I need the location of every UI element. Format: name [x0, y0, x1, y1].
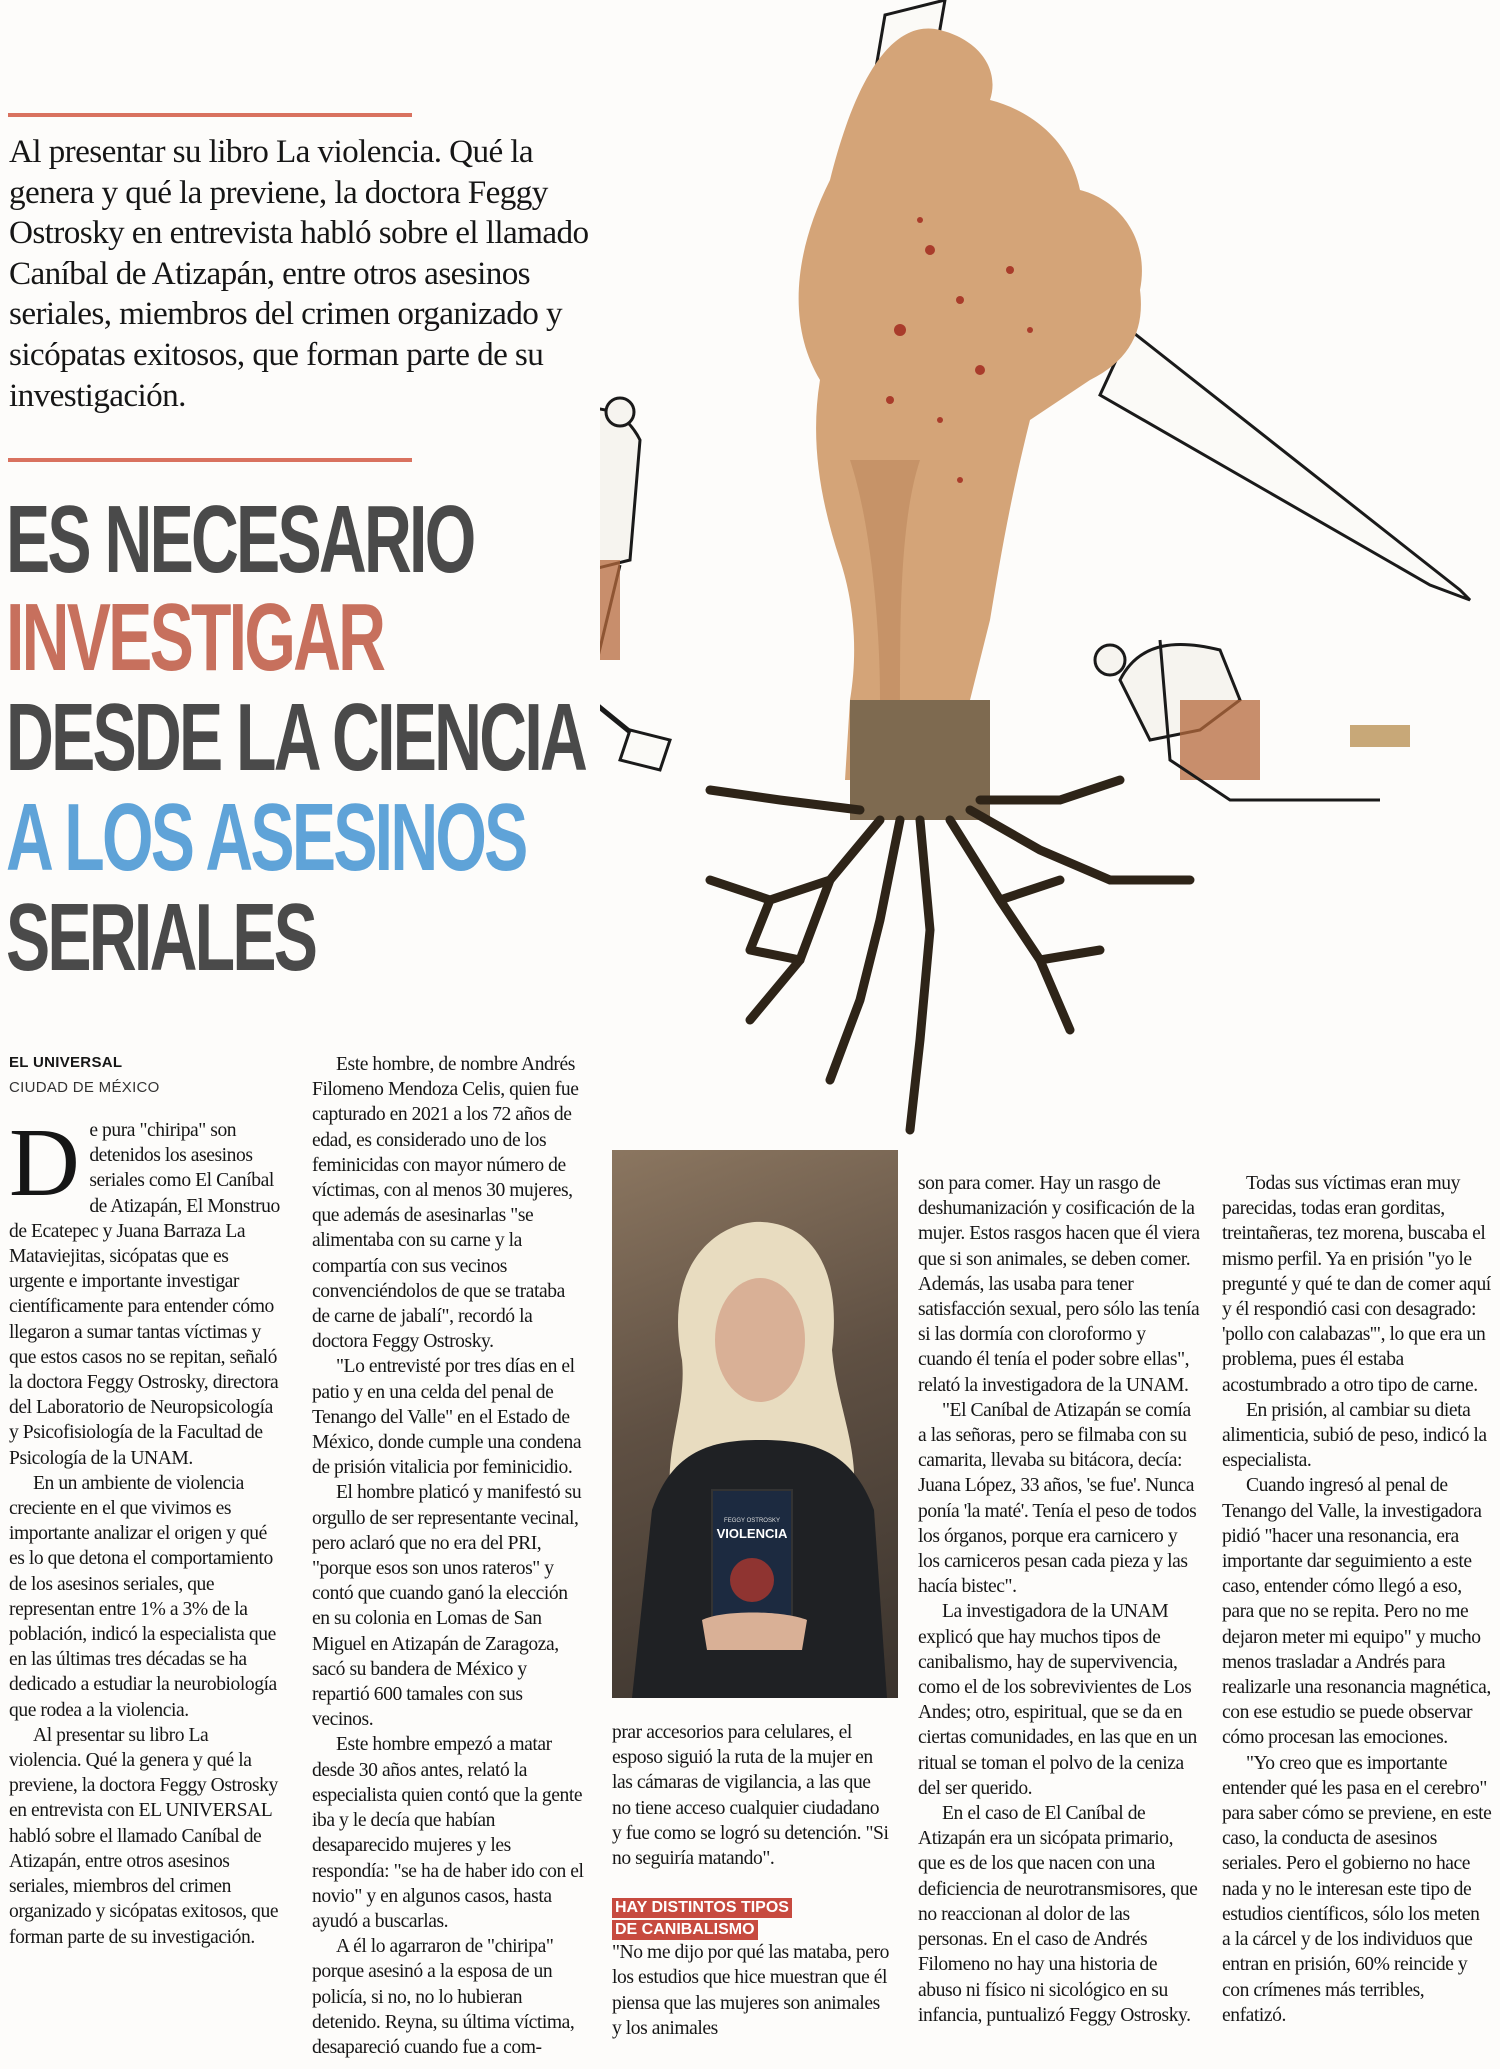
paragraph: Todas sus víctimas eran muy parecidas, todas eran gorditas, treintañeras, tez morena, buscaba el mismo perfil. Ya en prisión "yo le pregunté y qué te dan de comer aquí y él respondió casi con desagrado: 'pollo con calabazas'", lo que era un problema, pues él estaba acostumbrado a otro tipo de carne.: [1222, 1173, 1491, 1396]
paragraph-lead: De pura "chiripa" son detenidos los asesinos seriales como El Caníbal de Atizapán, El Monstruo de Ecatepec y Juana Barraza La Mataviejitas, sicópatas que es urgente e importante investigar científicamente para entender cómo llegaron a sumar tantas víctimas y que estos casos no se repitan, señaló la doctora Feggy Ostrosky, directora del Laboratorio de Neuropsicología y Psicofisiología de la Facultad de Psicología de la UNAM.: [9, 1109, 280, 1469]
author-photo: [612, 1150, 898, 1698]
paragraph: "Yo creo que es importante entender qué les pasa en el cerebro" para saber cómo se previene, en este caso, la conducta de asesinos seriales. Pero el gobierno no hace nada y no le interesan este tipo de estudios científicos, sólo los meten a la cárcel y de los individuos que entran en prisión, 60% reincide y con crímenes más terribles, enfatizó.: [1222, 1752, 1492, 2026]
paragraph: La investigadora de la UNAM explicó que hay muchos tipos de canibalismo, hay de supervivencia, como el de los sobrevivientes de Los Andes; otro, espiritual, que se da en ciertas comunidades, en las que en un ritual se toman el polvo de la ceniza del ser querido.: [918, 1601, 1197, 1799]
paragraph: En un ambiente de violencia creciente en el que vivimos es importante analizar el origen y qué es lo que detona el comportamiento de los asesinos seriales, que representan entre 1% a 3% de la población, indicó la especialista que en las últimas tres décadas se ha dedicado a estudiar la neurobiología que rodea a la violencia.: [9, 1472, 277, 1721]
paragraph: En el caso de El Caníbal de Atizapán era un sicópata primario, que es de los que nacen con una deficiencia de neurotransmisores, que no reaccionan al dolor de las personas. En el caso de Andrés Filomeno no hay una historia de abuso ni físico ni sicológico en su infancia, puntualizó Feggy Ostrosky.: [918, 1803, 1198, 2026]
paragraph: Al presentar su libro La violencia. Qué la genera y qué la previene, la doctora Feggy Ostrosky en entrevista con EL UNIVERSAL habló sobre el llamado Caníbal de Atizapán, entre otros asesinos seriales, miembros del crimen organizado y sicópatas exitosos, que forman parte de su investigación.: [9, 1724, 279, 1948]
deck-rule-bottom: [8, 458, 412, 462]
article-column-2: [312, 1052, 586, 2060]
portrait-figure-icon: [612, 1150, 898, 1698]
paragraph: prar accesorios para celulares, el esposo siguió la ruta de la mujer en las cámaras de vigilancia, a las que no tiene acceso cualquier ciudadano y fue como se logró su detención. "Si no seguiría matando".: [612, 1722, 889, 1870]
subhead-line-2: DE CANIBALISMO: [612, 1920, 758, 1940]
headline-line-1: ES NECESARIO: [6, 486, 474, 593]
paragraph: El hombre platicó y manifestó su orgullo de ser representante vecinal, pero aclaró que no era del PRI, "porque esos son unos rateros" y contó que cuando ganó la elección en su colonia en Lomas de San Miguel en Atizapán de Zaragoza, sacó su bandera de México y repartió 600 tamales con sus vecinos.: [312, 1482, 582, 1731]
article-column-4: [918, 1171, 1200, 2028]
byline-source: EL UNIVERSAL: [9, 1054, 123, 1071]
deck-summary: Al presentar su libro La violencia. Qué la genera y qué la previene, la doctora Feggy Ostrosky en entrevista habló sobre el llamado Caníbal de Atizapán, entre otros asesinos seriales, miembros del crimen organizado y sicópatas exitosos, que forman parte de su investigación.: [9, 133, 589, 414]
headline-line-5: SERIALES: [6, 884, 316, 991]
paragraph: son para comer. Hay un rasgo de deshumanización y cosificación de la mujer. Estos rasgos hacen que él viera que si son animales, se deben comer. Además, las usaba para tener satisfacción sexual, pero sólo las tenía si las dormía con cloroformo y cuando él tenía el poder sobre ellas", relató la investigadora de la UNAM.: [918, 1173, 1200, 1396]
paragraph: En prisión, al cambiar su dieta alimenticia, subió de peso, indicó la especialista.: [1222, 1399, 1487, 1472]
paragraph: "No me dijo por qué las mataba, pero los estudios que hice muestran que él piensa que las mujeres son animales y los animales: [612, 1942, 889, 2039]
byline-place: CIUDAD DE MÉXICO: [9, 1079, 160, 1096]
paragraph: Este hombre, de nombre Andrés Filomeno Mendoza Celis, quien fue capturado en 2021 a los 72 años de edad, es considerado uno de los feminicidas con mayor número de víctimas, con al menos 30 mujeres, que además de asesinarlas "se alimentaba con su carne y la compartía con sus vecinos convenciéndolos de que se trataba de carne de jabalí", recordó la doctora Feggy Ostrosky.: [312, 1054, 579, 1353]
headline-line-3: DESDE LA CIENCIA: [6, 684, 586, 791]
paragraph: "El Caníbal de Atizapán se comía a las señoras, pero se filmaba con su camarita, llevaba su bitácora, decía: Juana López, 33 años, 'se fue'. Nunca ponía 'la maté'. Tenía el peso de todos los órganos, porque era carnicero y los carniceros pesan cada pieza y las hacía bistec".: [918, 1399, 1197, 1598]
deck-rule-top: [8, 113, 412, 117]
headline-line-2: INVESTIGAR: [6, 584, 384, 691]
article-column-5: [1222, 1171, 1492, 2028]
subhead-line-1: HAY DISTINTOS TIPOS: [612, 1898, 792, 1918]
article-column-1: [9, 1109, 283, 1950]
paragraph: Este hombre empezó a matar desde 30 años antes, relató la especialista quien contó que la gente iba y le decía que habían desaparecido mujeres y les respondía: "se ha de haber ido con el novio" y en algunos casos, hasta ayudó a buscarlas.: [312, 1734, 584, 1932]
paragraph: A él lo agarraron de "chiripa" porque asesinó a la esposa de un policía, si no, no lo hubieran detenido. Reyna, su última víctima, desapareció cuando fue a com-: [312, 1936, 575, 2058]
drop-cap: D: [9, 1109, 80, 1217]
paragraph: Cuando ingresó al penal de Tenango del Valle, la investigadora pidió "hacer una resonancia, era importante dar seguimiento a este caso, entender cómo llegó a eso, para que no se repita. Pero no me dejaron meter mi equipo" y mucho menos trasladar a Andrés para realizarle una resonancia magnética, con ese estudio se puede observar cómo procesan las emociones.: [1222, 1475, 1491, 1749]
svg-text:VIOLENCIA: VIOLENCIA: [716, 1526, 788, 1541]
headline-line-4: A LOS ASESINOS: [6, 784, 526, 891]
paragraph: "Lo entrevisté por tres días en el patio y en una celda del penal de Tenango del Valle" en el Estado de México, donde cumple una condena de prisión vitalicia por feminicidio.: [312, 1356, 582, 1479]
fist-with-knife-illustration: [600, 0, 1500, 1140]
subhead: [612, 1896, 892, 1940]
article-column-3: [612, 1720, 892, 2041]
svg-text:FEGGY OSTROSKY: FEGGY OSTROSKY: [724, 1518, 780, 1524]
paper-scrap-icon: [1350, 725, 1410, 747]
